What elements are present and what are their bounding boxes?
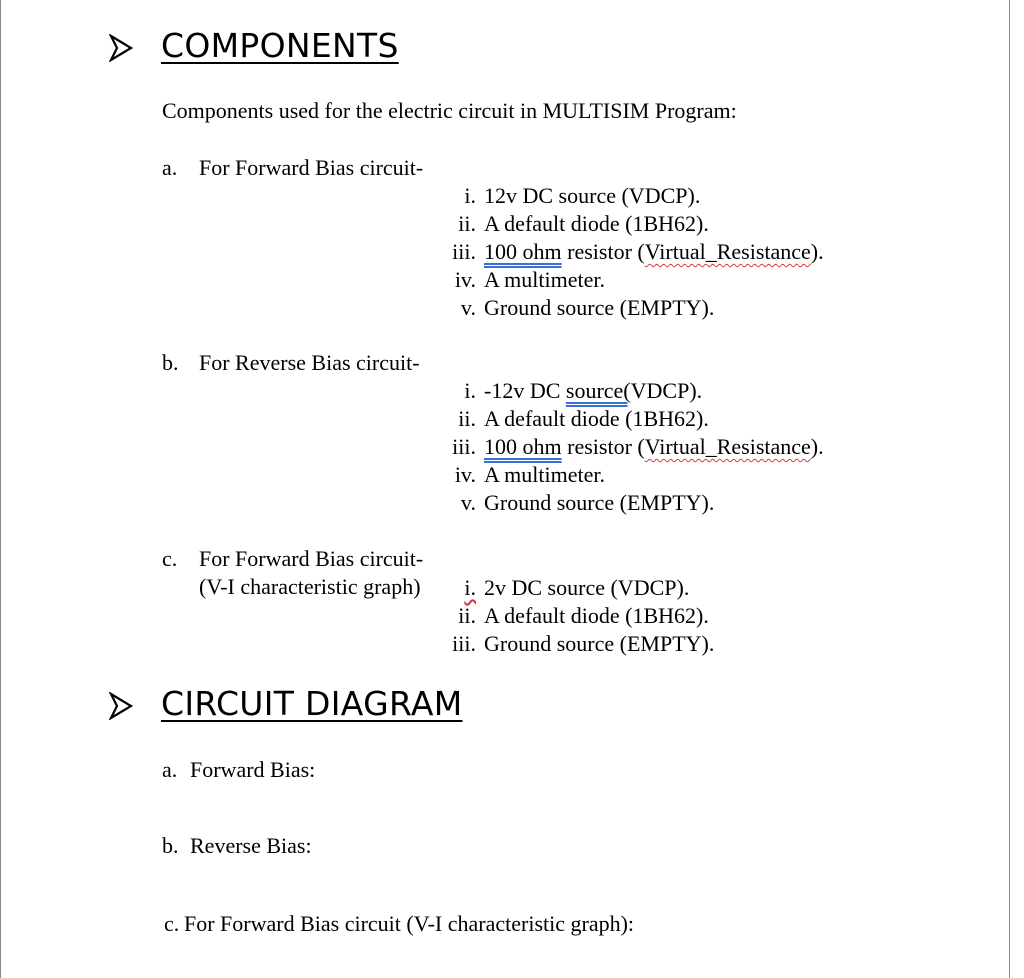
diagram-b-text: Reverse Bias:	[190, 833, 312, 858]
section-c-marker: c.	[162, 546, 178, 571]
circuit-diagram-heading: CIRCUIT DIAGRAM	[161, 684, 463, 723]
section-b-text: For Reverse Bias circuit-	[199, 350, 420, 375]
list-item: ii. A default diode (1BH62).	[458, 211, 709, 236]
list-item: iv. A multimeter.	[454, 267, 605, 292]
components-heading: COMPONENTS	[161, 26, 399, 65]
diagram-b-label	[162, 833, 312, 859]
components-intro: Components used for the electric circuit in MULTISIM Program:	[162, 98, 737, 123]
section-c-label	[162, 546, 423, 572]
list-item: iii. 100 ohm resistor (Virtual_Resistance).	[452, 239, 824, 264]
section-a-text: For Forward Bias circuit-	[199, 155, 424, 180]
list-item: iii. Ground source (EMPTY).	[452, 631, 715, 656]
section-c-text: For Forward Bias circuit-	[199, 546, 424, 571]
diagram-b-marker: b.	[162, 833, 179, 858]
section-c-label-line2: (V-I characteristic graph)	[199, 574, 421, 599]
list-item: v. Ground source (EMPTY).	[460, 295, 715, 320]
list-item: i. -12v DC source(VDCP).	[464, 378, 703, 403]
list-item: ii. A default diode (1BH62).	[458, 406, 709, 431]
list-item: ii. A default diode (1BH62).	[458, 603, 709, 628]
list-item: iv. A multimeter.	[454, 462, 605, 487]
section-a-label	[162, 155, 423, 181]
diagram-a-label	[162, 757, 315, 783]
diagram-a-text: Forward Bias:	[190, 757, 316, 782]
section-b-label	[162, 350, 420, 376]
section-c-list	[438, 574, 714, 658]
diagram-c-marker: c.	[164, 911, 180, 936]
diagram-c-text: For Forward Bias circuit (V-I characteristic graph):	[184, 911, 635, 936]
diagram-a-marker: a.	[162, 757, 178, 782]
diagram-c-label	[164, 911, 634, 937]
arrowhead-bullet-icon	[109, 692, 133, 720]
list-item: i. 12v DC source (VDCP).	[464, 183, 701, 208]
list-item: v. Ground source (EMPTY).	[460, 490, 715, 515]
list-item: iii. 100 ohm resistor (Virtual_Resistance).	[452, 434, 824, 459]
section-a-list	[438, 182, 824, 322]
arrowhead-bullet-icon	[109, 34, 133, 62]
list-item: i. 2v DC source (VDCP).	[464, 575, 690, 600]
section-a-marker: a.	[162, 155, 178, 180]
section-b-marker: b.	[162, 350, 179, 375]
section-b-list	[438, 377, 824, 517]
